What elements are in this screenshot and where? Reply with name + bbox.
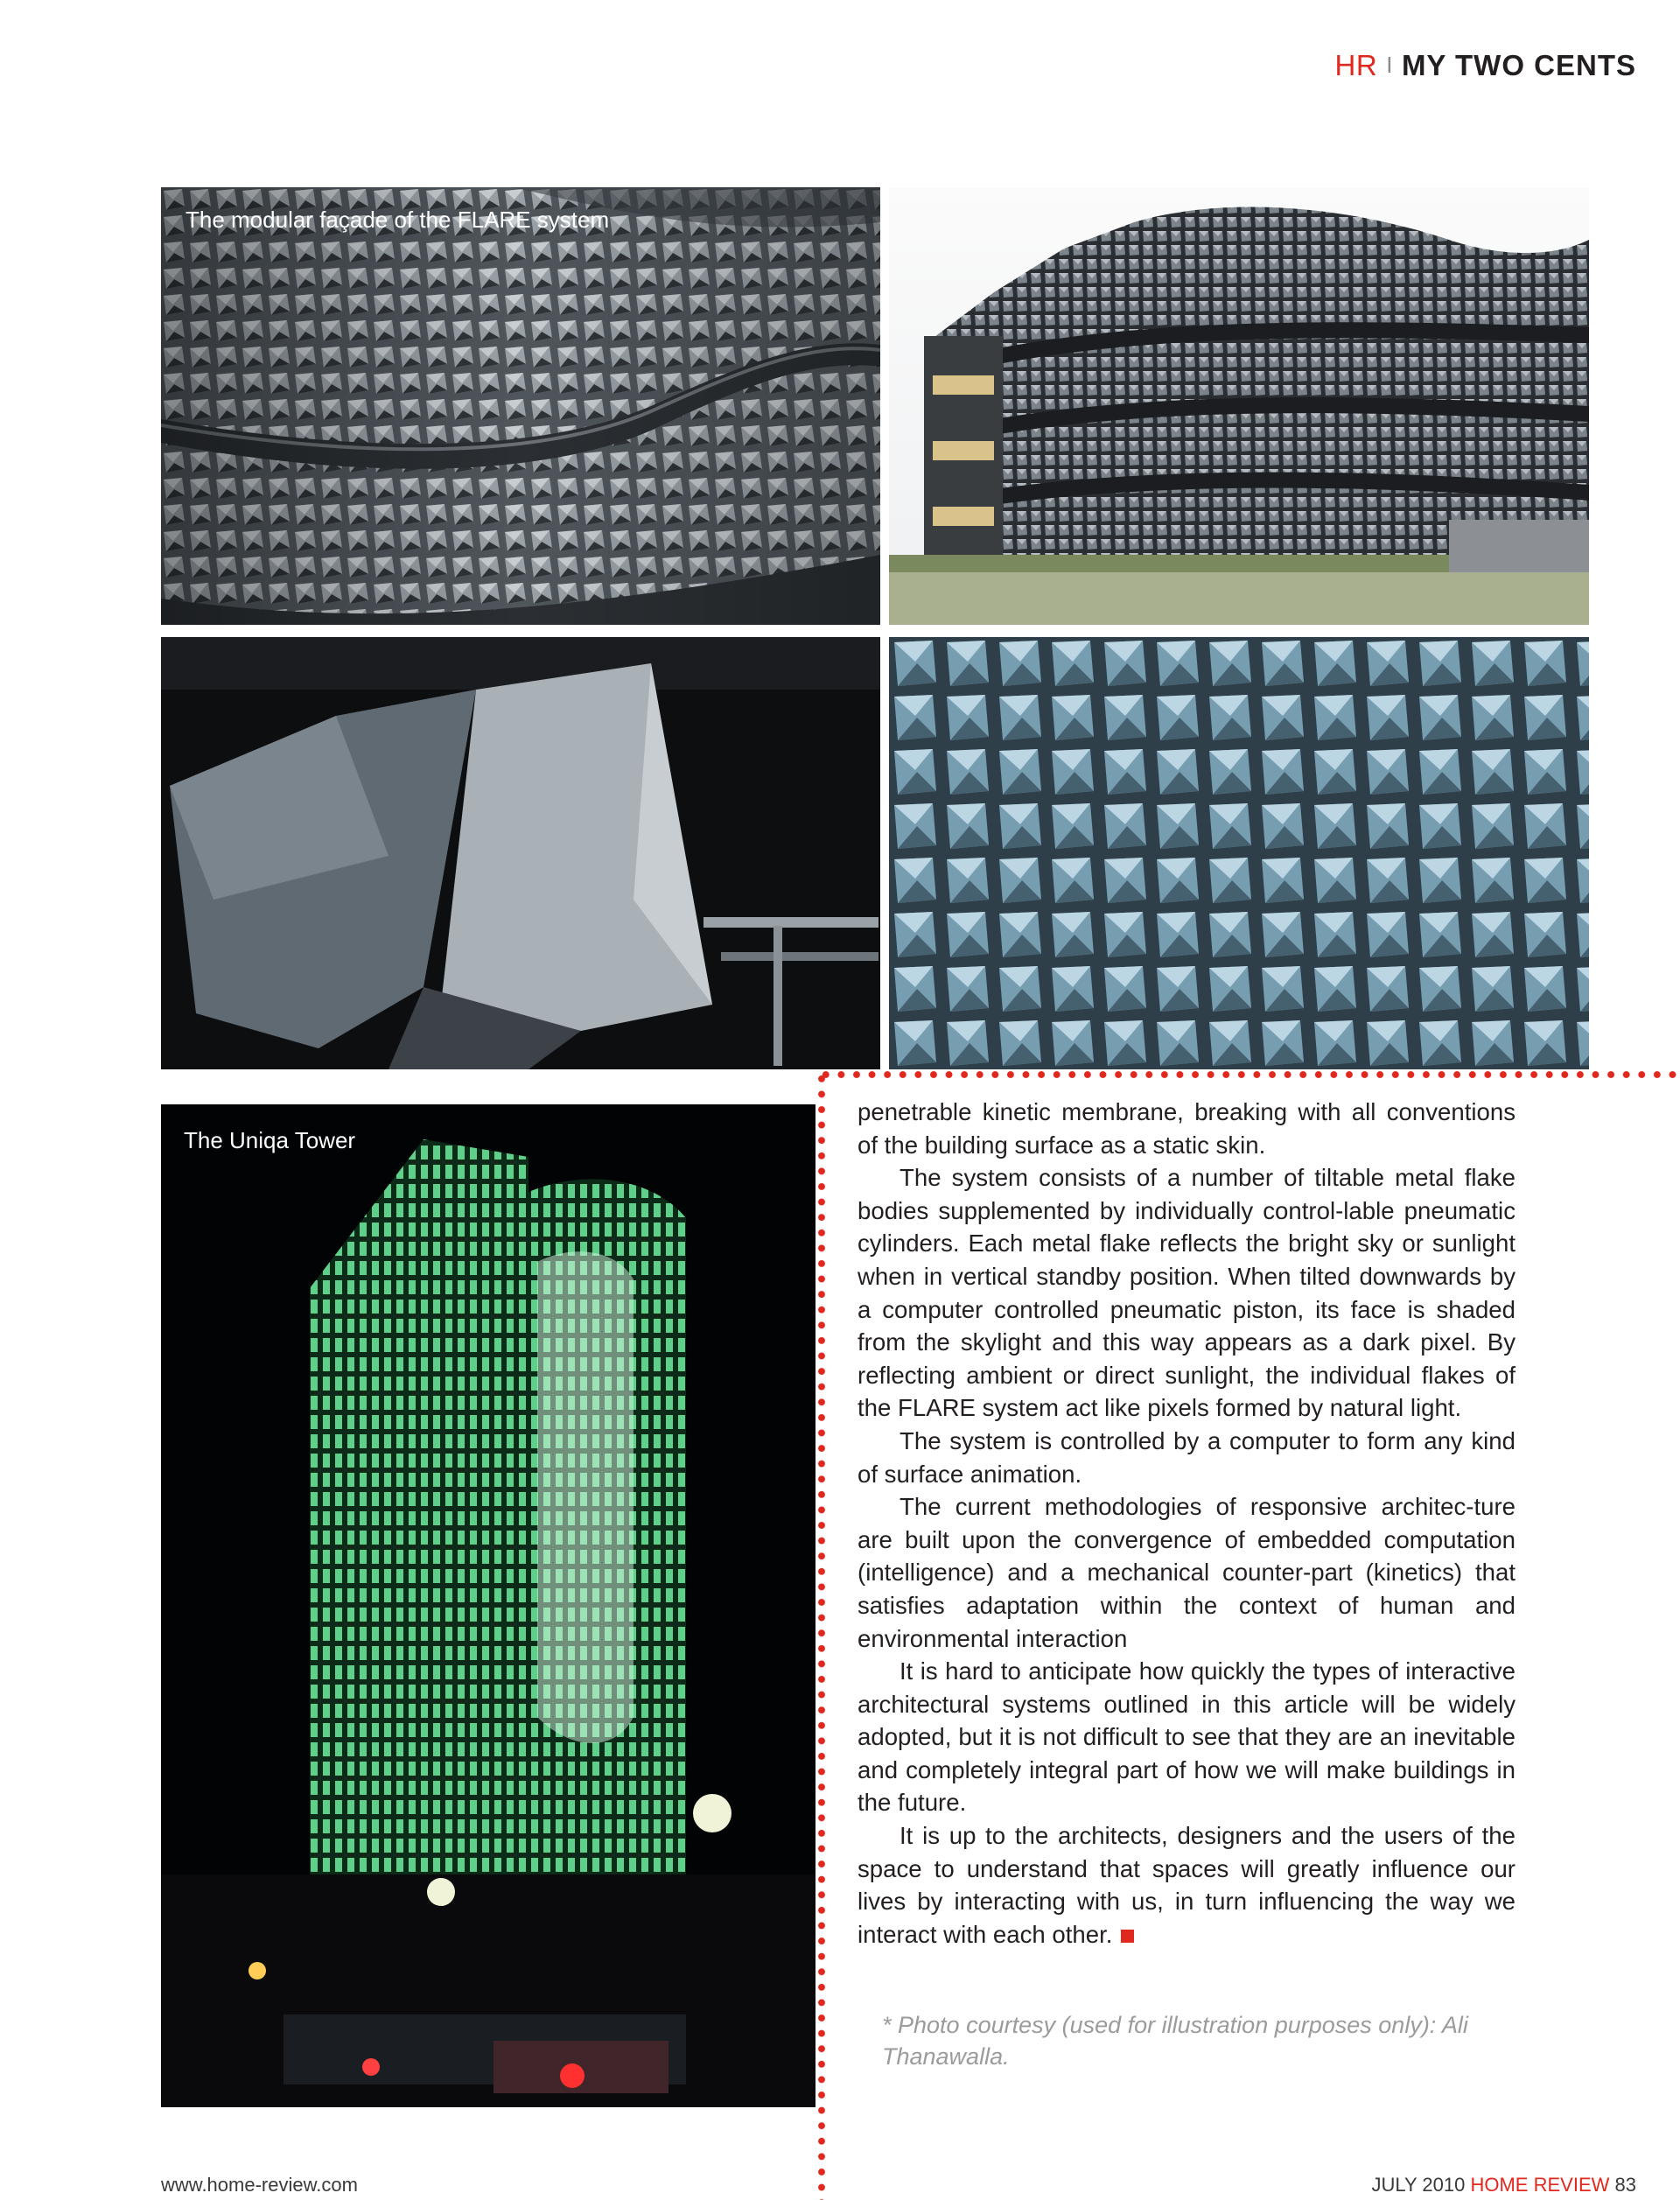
footer-folio: [1372, 2174, 1636, 2196]
photo-credit: * Photo courtesy (used for illustration purposes only): Ali Thanawalla.: [882, 2012, 1468, 2070]
section-header: [1335, 49, 1636, 82]
flare-facade-caption: The modular façade of the FLARE system: [186, 207, 610, 233]
section-label: HR: [1334, 49, 1378, 81]
article-paragraph: penetrable kinetic membrane, breaking with all conventions of the building surface as a static skin.: [858, 1098, 1516, 1159]
uniqa-tower-photo: [161, 1104, 816, 2107]
article-paragraph: It is hard to anticipate how quickly the types of interactive architectural systems outlined in this article will be widely adopted, but it is not difficult to see that they are an inevitable and completely integral part of how we will make buildings in the future.: [858, 1657, 1516, 1817]
section-title: MY TWO CENTS: [1401, 49, 1636, 81]
footer-page-number: 83: [1614, 2174, 1636, 2196]
article-paragraph-final: [858, 1819, 1516, 1951]
flare-facade-closeup-photo: [161, 187, 880, 625]
header-separator: I: [1386, 52, 1393, 78]
article-body: [858, 1096, 1516, 1951]
footer-website: www.home-review.com: [161, 2174, 358, 2196]
end-of-article-mark: [1121, 1930, 1134, 1943]
article-paragraph: The current methodologies of responsive architec-ture are built upon the convergence of embedded computation (intelligence) and a mechanical counter-part (kinetics) that satisfies adaptation within the context of human and environmental interaction: [858, 1493, 1516, 1652]
article-paragraph-text: It is up to the architects, designers and the users of the space to understand that spaces will greatly influence our lives by interacting with us, in turn influencing the way we interact with each other.: [858, 1822, 1516, 1948]
article-paragraph: The system consists of a number of tiltable metal flake bodies supplemented by individually control-lable pneumatic cylinders. Each metal flake reflects the bright sky or sunlight when in vertical standby position. When tilted downwards by a computer controlled pneumatic piston, its face is shaded from the skylight and this way appears as a dark pixel. By reflecting ambient or direct sunlight, the individual flakes of the FLARE system act like pixels formed by natural light.: [858, 1164, 1516, 1422]
footer-issue-date: JULY 2010: [1371, 2174, 1466, 2196]
dotted-rule-horizontal: [818, 1071, 1680, 1078]
article-paragraph: The system is controlled by a computer to form any kind of surface animation.: [858, 1426, 1516, 1488]
dotted-rule-vertical: [818, 1071, 825, 2200]
flare-building-photo: [889, 187, 1589, 625]
footer-magazine-name: HOME REVIEW: [1470, 2174, 1610, 2196]
metal-flake-closeup-photo: [161, 637, 880, 1069]
flake-grid-photo: [889, 637, 1589, 1069]
uniqa-tower-caption: The Uniqa Tower: [184, 1127, 356, 1153]
